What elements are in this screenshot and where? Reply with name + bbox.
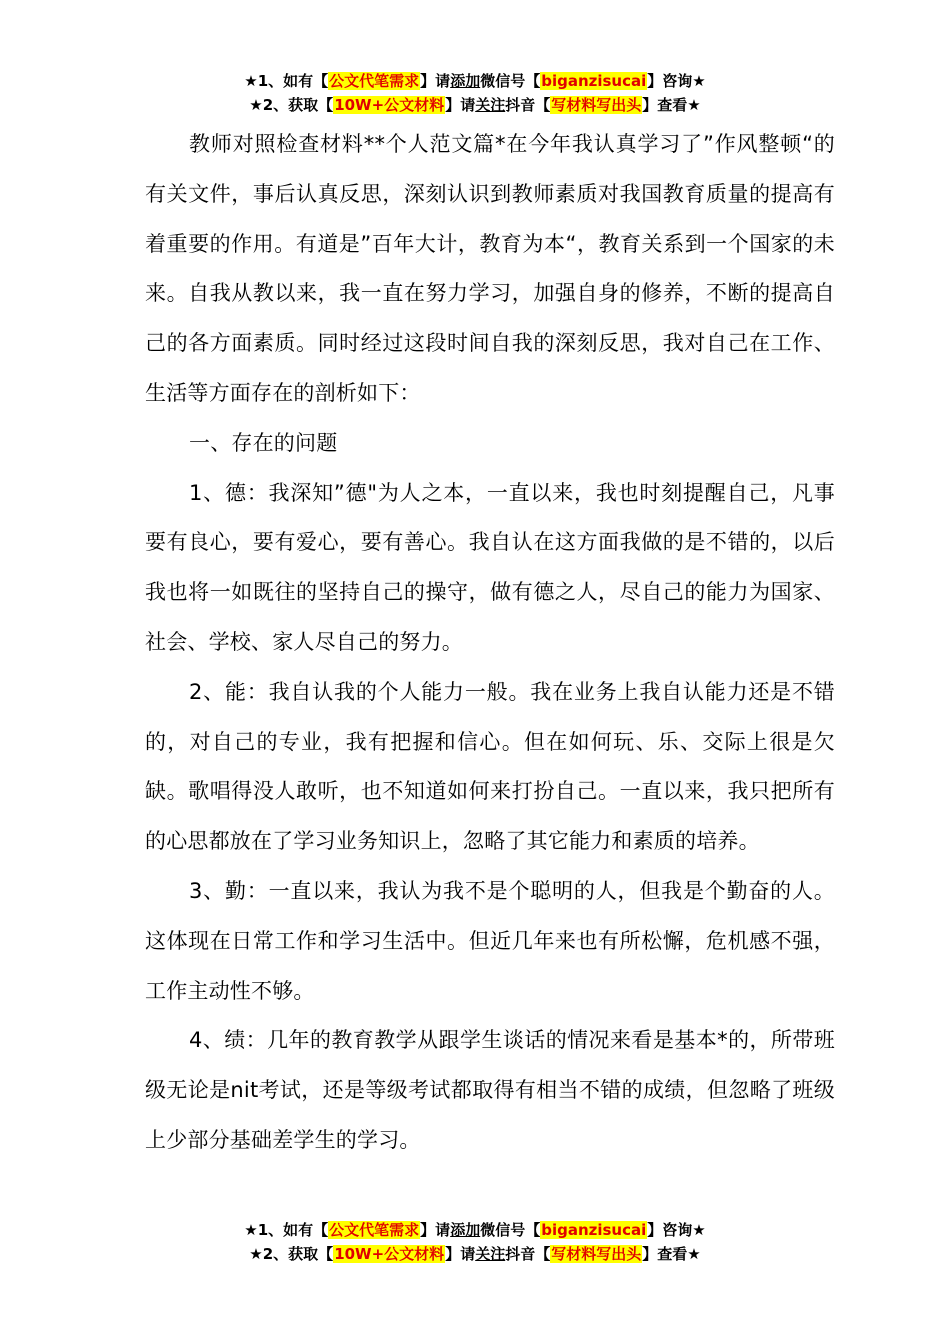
highlight-materials: 10W+公文材料 <box>334 1245 445 1263</box>
paragraph-virtue: 1、德：我深知”德"为人之本，一直以来，我也时刻提醒自己，凡事要有良心，要有爱心，要有善心。我自认在这方面我做的是不错的，以后我也将一如既往的坚持自己的操守，做有德之人，尽自己的能力为国家、社会、学校、家人尽自己的努力。 <box>145 480 835 654</box>
banner-line-2: ★2、获取【10W+公文材料】请关注抖音【写材料写出头】查看★ <box>249 96 701 114</box>
section-heading: 一、存在的问题 <box>189 430 338 455</box>
document-body <box>145 120 835 1166</box>
header-banner <box>0 69 950 117</box>
highlight-materials: 10W+公文材料 <box>334 96 445 114</box>
highlight-service: 公文代笔需求 <box>329 1221 420 1239</box>
footer-banner <box>0 1218 950 1266</box>
paragraph-intro: 教师对照检查材料**个人范文篇*在今年我认真学习了”作风整顿“的有关文件，事后认真反思，深刻认识到教师素质对我国教育质量的提高有着重要的作用。有道是”百年大计，教育为本“，教育关系到一个国家的未来。自我从教以来，我一直在努力学习，加强自身的修养，不断的提高自己的各方面素质。同时经过这段时间自我的深刻反思，我对自己在工作、生活等方面存在的剖析如下： <box>145 132 835 405</box>
highlight-wechat-id: biganzisucai <box>541 72 647 90</box>
highlight-douyin-account: 写材料写出头 <box>551 96 642 114</box>
banner-line-2: ★2、获取【10W+公文材料】请关注抖音【写材料写出头】查看★ <box>249 1245 701 1263</box>
banner-line-1: ★1、如有【公文代笔需求】请添加微信号【biganzisucai】咨询★ <box>244 1221 706 1239</box>
highlight-service: 公文代笔需求 <box>329 72 420 90</box>
paragraph-diligence: 3、勤：一直以来，我认为我不是个聪明的人，但我是个勤奋的人。这体现在日常工作和学习生活中。但近几年来也有所松懈，危机感不强，工作主动性不够。 <box>145 878 835 1003</box>
highlight-douyin-account: 写材料写出头 <box>551 1245 642 1263</box>
highlight-wechat-id: biganzisucai <box>541 1221 647 1239</box>
paragraph-achievement: 4、绩：几年的教育教学从跟学生谈话的情况来看是基本*的，所带班级无论是nit考试，还是等级考试都取得有相当不错的成绩，但忽略了班级上少部分基础差学生的学习。 <box>145 1028 835 1152</box>
banner-line-1: ★1、如有【公文代笔需求】请添加微信号【biganzisucai】咨询★ <box>244 72 706 90</box>
paragraph-ability: 2、能：我自认我的个人能力一般。我在业务上我自认能力还是不错的，对自己的专业，我有把握和信心。但在如何玩、乐、交际上很是欠缺。歌唱得没人敢听，也不知道如何来打扮自己。一直以来，我只把所有的心思都放在了学习业务知识上，忽略了其它能力和素质的培养。 <box>145 679 835 854</box>
